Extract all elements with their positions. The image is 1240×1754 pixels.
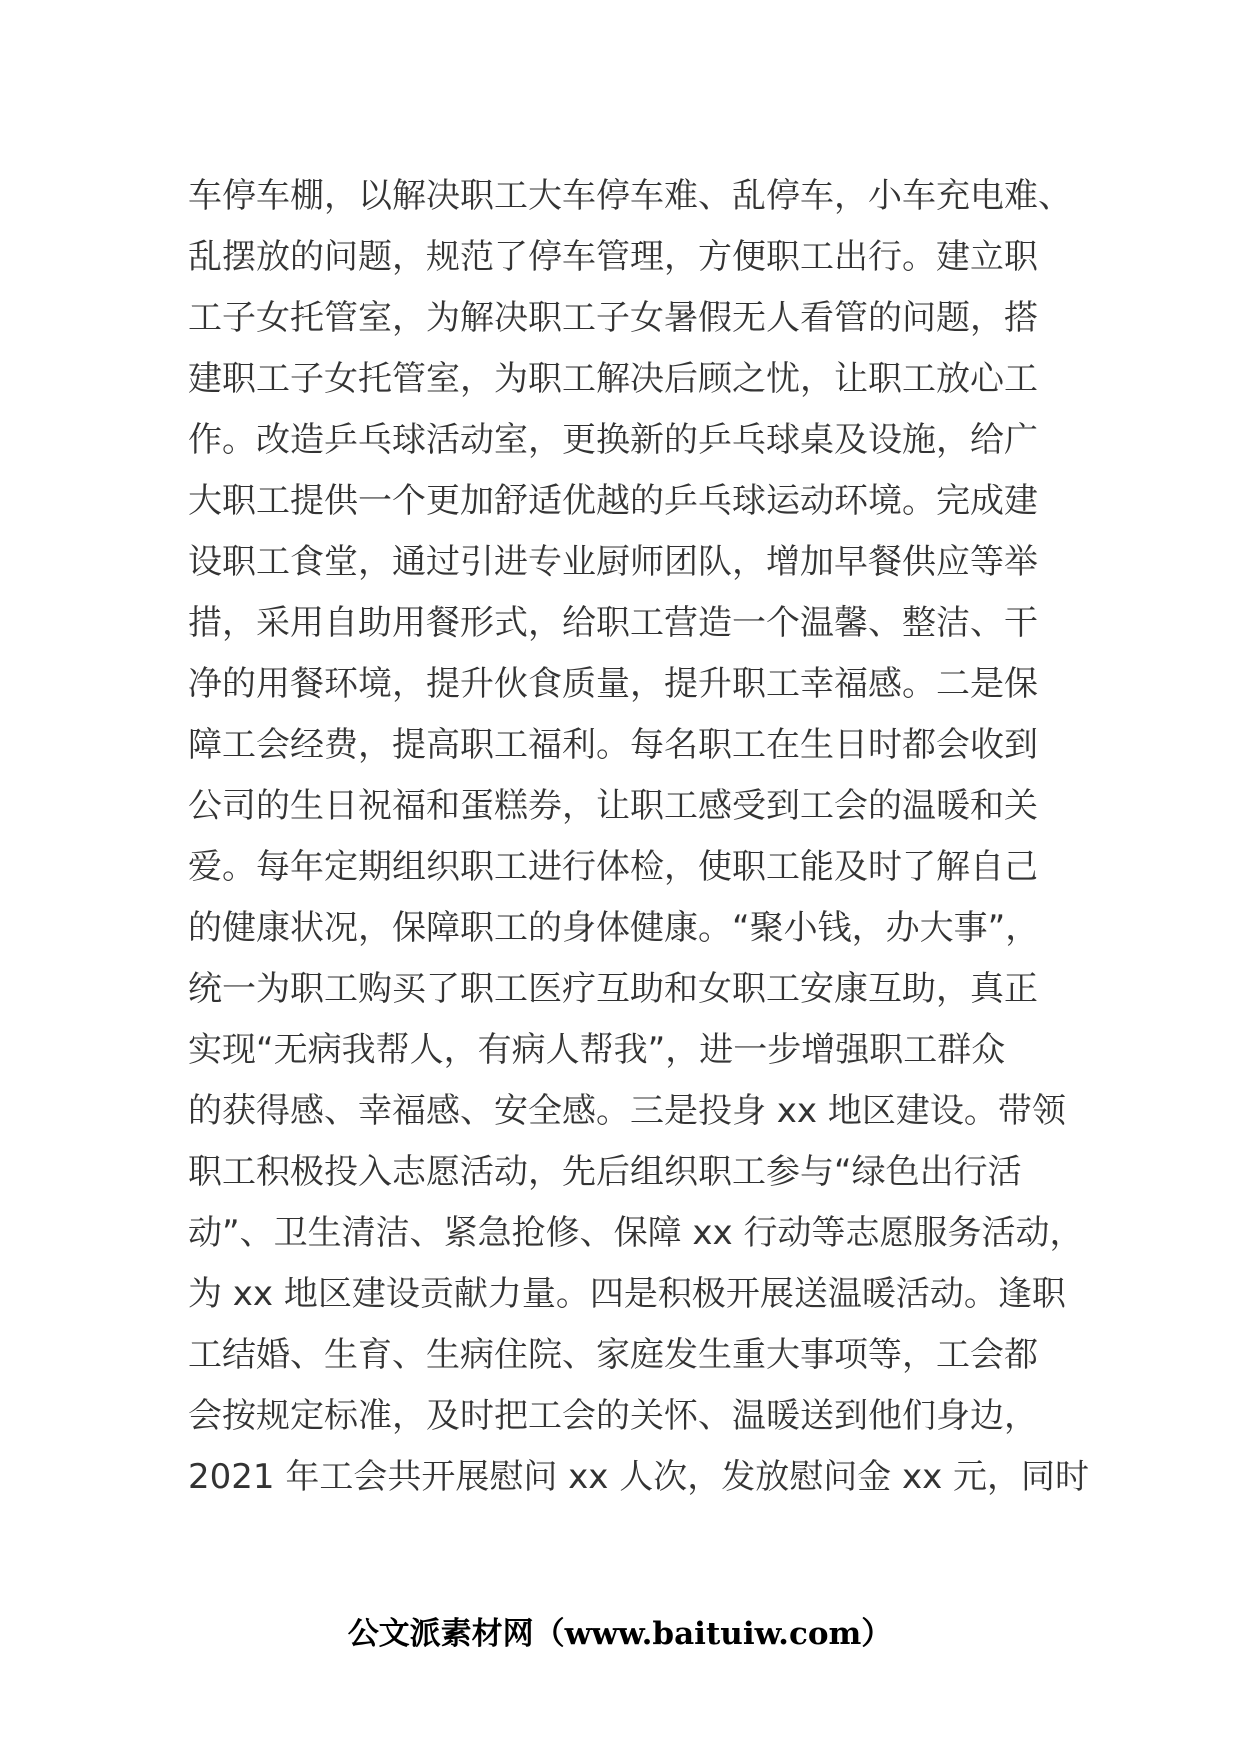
text-line-11: 公司的生日祝福和蛋糕券，让职工感受到工会的温暖和关 (188, 786, 1038, 826)
text-line-21: 会按规定标准，及时把工会的关怀、温暖送到他们身边， (188, 1396, 1038, 1436)
text-line-6: 大职工提供一个更加舒适优越的乒乓球运动环境。完成建 (188, 481, 1038, 521)
text-line-3: 工子女托管室，为解决职工子女暑假无人看管的问题，搭 (188, 298, 1038, 338)
text-line-19: 为 xx 地区建设贡献力量。四是积极开展送温暖活动。逢职 (188, 1274, 1066, 1314)
text-line-15: 实现“无病我帮人，有病人帮我”，进一步增强职工群众 (188, 1030, 1006, 1070)
text-line-17: 职工积极投入志愿活动，先后组织职工参与“绿色出行活 (188, 1152, 1022, 1192)
text-line-7: 设职工食堂，通过引进专业厨师团队，增加早餐供应等举 (188, 542, 1038, 582)
text-line-16: 的获得感、幸福感、安全感。三是投身 xx 地区建设。带领 (188, 1091, 1066, 1131)
text-line-5: 作。改造乒乓球活动室，更换新的乒乓球桌及设施，给广 (188, 420, 1038, 460)
text-line-9: 净的用餐环境，提升伙食质量，提升职工幸福感。二是保 (188, 664, 1038, 704)
text-line-8: 措，采用自助用餐形式，给职工营造一个温馨、整洁、干 (188, 603, 1038, 643)
text-line-2: 乱摆放的问题，规范了停车管理，方便职工出行。建立职 (188, 237, 1038, 277)
text-line-14: 统一为职工购买了职工医疗互助和女职工安康互助，真正 (188, 969, 1038, 1009)
text-line-12: 爱。每年定期组织职工进行体检，使职工能及时了解自己 (188, 847, 1038, 887)
text-line-20: 工结婚、生育、生病住院、家庭发生重大事项等，工会都 (188, 1335, 1038, 1375)
footer-source: 公文派素材网（www.baituiw.com） (347, 1616, 893, 1652)
text-line-4: 建职工子女托管室，为职工解决后顾之忧，让职工放心工 (188, 359, 1038, 399)
text-line-1: 车停车棚，以解决职工大车停车难、乱停车，小车充电难、 (188, 176, 1072, 216)
text-line-18: 动”、卫生清洁、紧急抢修、保障 xx 行动等志愿服务活动， (188, 1213, 1084, 1253)
text-line-13: 的健康状况，保障职工的身体健康。“聚小钱，办大事”， (188, 908, 1040, 948)
body-text (188, 166, 1088, 1508)
text-line-22: 2021 年工会共开展慰问 xx 人次，发放慰问金 xx 元，同时 (188, 1457, 1090, 1497)
text-line-10: 障工会经费，提高职工福利。每名职工在生日时都会收到 (188, 725, 1038, 765)
